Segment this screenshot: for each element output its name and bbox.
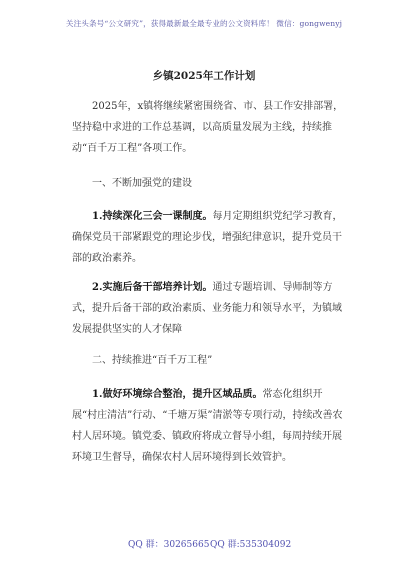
section1-item1-text: 每月定期组织党纪学习教育，确保党员干部紧跟党的理论步伐，增强纪律意识，提升党员干部的政治素养。 [72,211,343,264]
section2-item1 [72,384,344,468]
section1-heading: 一、不断加强党的建设 [92,178,192,189]
section1-item2 [72,277,344,340]
header-banner: 关注头条号“公文研究”，获得最新最全最专业的公文资料库！ 微信：gongwenyj [65,19,343,28]
document-title: 乡镇2025年工作计划 [152,70,256,82]
footer-qq-group-1: QQ 群：30265665 [128,540,210,550]
section1-item2-title: 2.实施后备干部培养计划。 [92,282,213,293]
intro-paragraph: 2025年，x镇将继续紧密围绕省、市、县工作安排部署，坚持稳中求进的工作总基调，以高质量发展为主线，持续推动“百千万工程”各项工作。 [72,101,344,154]
section2-item1-text: 常态化组织开展“村庄清洁”行动、“千塘万渠”清淤等专项行动，持续改善农村人居环境。镇党委、镇政府将成立督导小组，每周持续开展环境卫生督导，确保农村人居环境得到长效管护。 [72,389,343,463]
section2-heading: 二、持续推进“百千万工程” [92,355,213,366]
footer-qq-group-2: QQ 群:535304092 [210,540,292,550]
section2-item1-title: 1.做好环境综合整治，提升区域品质。 [92,389,263,400]
section1-item1-title: 1.持续深化三会一课制度。 [92,211,213,222]
section1-item2-text: 通过专题培训、导师制等方式，提升后备干部的政治素质、业务能力和领导水平，为镇域发展提供坚实的人才保障 [72,282,342,335]
section1-item1 [72,206,344,269]
